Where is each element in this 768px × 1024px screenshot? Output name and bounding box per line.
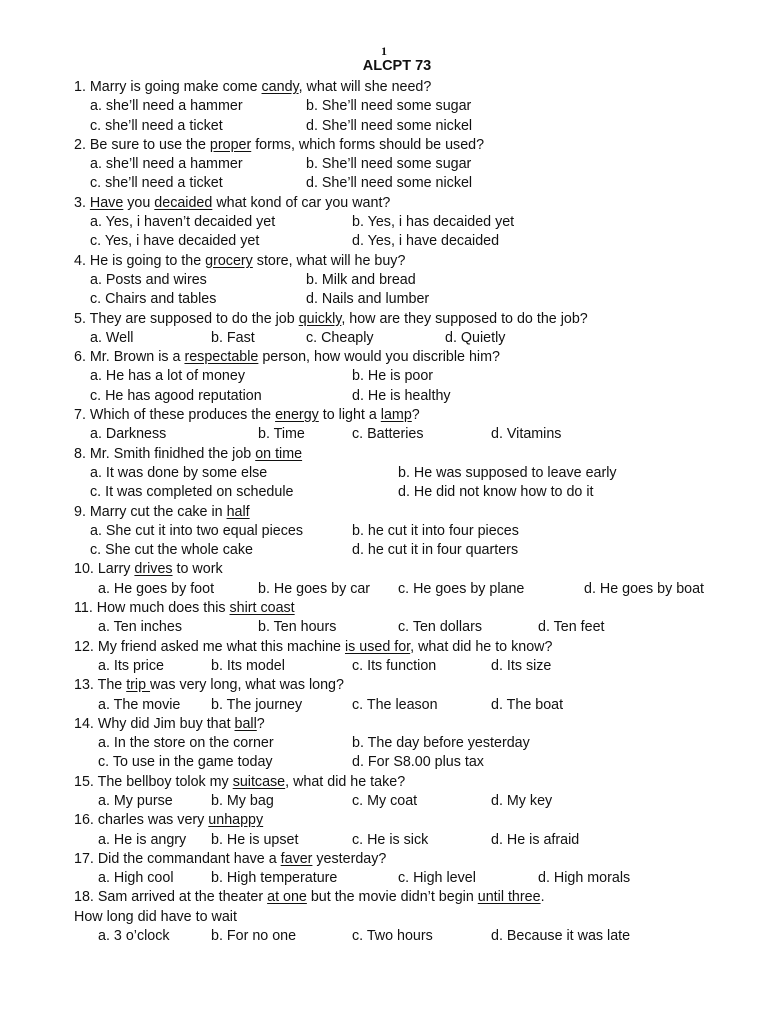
question-text: 14. Why did Jim buy that (74, 715, 235, 732)
question-text: what kond of car you want? (212, 194, 391, 211)
answer-option-b[interactable]: b. Ten hours (258, 619, 337, 636)
answer-option-a[interactable]: a. High cool (98, 870, 174, 887)
answer-option-a[interactable]: a. Darkness (90, 426, 167, 443)
question-text: 15. The bellboy tolok my (74, 773, 233, 790)
answer-option-c[interactable]: c. Two hours (352, 928, 433, 945)
answer-option-b[interactable]: b. Yes, i has decaided yet (352, 214, 515, 231)
answer-option-a[interactable]: a. He has a lot of money (90, 368, 245, 385)
underlined-key-phrase: at one (267, 889, 307, 906)
question-text: 13. The (74, 677, 127, 694)
answer-option-b[interactable]: b. She’ll need some sugar (306, 156, 472, 173)
answer-option-d[interactable]: d. High morals (538, 870, 631, 887)
answer-option-c[interactable]: c. Ten dollars (398, 619, 482, 636)
question-13 (74, 676, 764, 695)
answer-option-b[interactable]: b. The day before yesterday (352, 735, 530, 752)
answer-option-a[interactable]: a. In the store on the corner (98, 735, 274, 752)
answer-row (74, 696, 764, 715)
question-5 (74, 310, 764, 329)
page-title: ALCPT 73 (362, 58, 432, 74)
answer-option-d[interactable]: d. Quietly (445, 329, 506, 346)
page-number: 1 (381, 44, 387, 58)
question-text: , what will she need? (298, 79, 432, 95)
question-text: 16. charles was very (74, 812, 209, 829)
answer-row (74, 541, 764, 560)
answer-option-c[interactable]: c. He is sick (352, 831, 429, 848)
answer-option-c[interactable]: c. Cheaply (306, 329, 374, 346)
underlined-key-phrase: suitcase (232, 773, 286, 790)
answer-option-d[interactable]: d. The boat (491, 696, 564, 713)
question-text: 10. Larry (74, 561, 135, 578)
answer-row (74, 290, 764, 309)
underlined-key-phrase: trip (126, 677, 151, 694)
question-18-continued: How long did have to wait (74, 908, 237, 925)
answer-option-c[interactable]: c. Chairs and tables (90, 291, 217, 308)
answer-option-b[interactable]: b. Time (258, 426, 305, 443)
question-text: to work (172, 561, 223, 578)
answer-option-a[interactable]: a. She cut it into two equal pieces (90, 522, 303, 539)
answer-row (74, 657, 764, 676)
answer-row (74, 117, 764, 136)
underlined-key-phrase: Have (89, 194, 124, 211)
question-text: , what did he to know? (410, 638, 553, 655)
question-text: 7. Which of these produces the (74, 407, 276, 424)
underlined-key-phrase: faver (280, 850, 313, 867)
answer-row (74, 232, 764, 251)
question-text: was very long, what was long? (150, 677, 344, 694)
answer-option-a[interactable]: a. He goes by foot (98, 580, 215, 597)
answer-option-c[interactable]: c. She cut the whole cake (90, 542, 253, 559)
question-6 (74, 348, 764, 367)
answer-row (74, 329, 764, 348)
answer-option-b[interactable]: b. High temperature (211, 870, 338, 887)
answer-row (74, 734, 764, 753)
question-text: yesterday? (312, 850, 387, 867)
question-text: 8. Mr. Smith finidhed the job (74, 445, 256, 462)
answer-option-c[interactable]: c. she’ll need a ticket (90, 117, 223, 134)
answer-option-b[interactable]: b. He is poor (352, 368, 434, 385)
answer-option-a[interactable]: a. Well (90, 329, 134, 346)
answer-row (74, 464, 764, 483)
underlined-key-phrase: proper (209, 136, 252, 153)
underlined-key-phrase: unhappy (208, 812, 264, 829)
question-text: 11. How much does this (74, 600, 230, 617)
question-text: 1. Marry is going make come (74, 79, 262, 95)
underlined-key-phrase: ball (234, 715, 257, 732)
question-text: , what did he take? (285, 773, 406, 790)
question-8 (74, 445, 764, 464)
answer-row (74, 213, 764, 232)
answer-row (74, 387, 764, 406)
question-text: ? (411, 407, 420, 424)
question-text: 2. Be sure to use the (74, 136, 210, 153)
answer-row (74, 792, 764, 811)
answer-option-c[interactable]: c. He has agood reputation (90, 387, 262, 404)
answer-option-b[interactable]: b. He was supposed to leave early (398, 464, 617, 481)
question-3 (74, 194, 764, 213)
answer-option-d[interactable]: d. My key (491, 792, 553, 809)
answer-row (74, 927, 764, 946)
question-text: 17. Did the commandant have a (74, 850, 281, 867)
answer-option-a[interactable]: a. Ten inches (98, 619, 182, 636)
underlined-key-phrase: candy (261, 79, 299, 95)
question-text: ? (256, 715, 265, 732)
answer-option-c[interactable]: c. she’ll need a ticket (90, 175, 223, 192)
question-2 (74, 136, 764, 155)
answer-option-b[interactable]: b. Fast (211, 329, 255, 346)
question-text: 12. My friend asked me what this machine (74, 638, 345, 655)
answer-row (74, 483, 764, 502)
question-12 (74, 638, 764, 657)
question-11 (74, 599, 764, 618)
answer-option-c[interactable]: c. It was completed on schedule (90, 484, 294, 501)
answer-row (74, 97, 764, 116)
answer-row (74, 618, 764, 637)
answer-option-d[interactable]: d. Yes, i have decaided (352, 233, 500, 250)
answer-option-c[interactable]: c. Its function (352, 657, 437, 674)
question-text: . (540, 889, 545, 906)
question-text: person, how would you discrible him? (258, 349, 500, 366)
question-text: to light a (318, 407, 381, 424)
answer-option-d[interactable]: d. He is afraid (491, 831, 580, 848)
question-text: 4. He is going to the (74, 252, 206, 269)
question-17 (74, 850, 764, 869)
underlined-key-phrase: respectable (184, 349, 259, 366)
question-text: 3. (74, 194, 90, 211)
question-15 (74, 773, 764, 792)
answer-option-a[interactable]: a. she’ll need a hammer (90, 98, 243, 115)
underlined-key-phrase: decaided (154, 194, 213, 211)
answer-option-a[interactable]: a. Posts and wires (90, 271, 207, 288)
question-text: you (123, 194, 155, 211)
question-4 (74, 252, 764, 271)
question-16 (74, 811, 764, 830)
underlined-key-phrase: until three (477, 889, 541, 906)
answer-row (74, 522, 764, 541)
question-14 (74, 715, 764, 734)
question-7 (74, 406, 764, 425)
question-text: forms, which forms should be used? (251, 136, 485, 153)
answer-option-a[interactable]: a. It was done by some else (90, 464, 268, 481)
answer-option-d[interactable]: d. Because it was late (491, 928, 631, 945)
answer-row (74, 155, 764, 174)
question-text: but the movie didn’t begin (306, 889, 478, 906)
question-text: 18. Sam arrived at the theater (74, 889, 268, 906)
question-text: 9. Marry cut the cake in (74, 503, 227, 520)
question-text: 6. Mr. Brown is a (74, 349, 185, 366)
question-text: store, what will he buy? (252, 252, 406, 269)
answer-option-b[interactable]: b. She’ll need some sugar (306, 98, 472, 115)
answer-option-d[interactable]: d. Vitamins (491, 426, 562, 443)
answer-option-a[interactable]: a. Its price (98, 657, 164, 674)
answer-option-d[interactable]: d. he cut it in four quarters (352, 542, 519, 559)
question-10 (74, 560, 764, 579)
question-text: , how are they supposed to do the job? (341, 310, 588, 327)
underlined-key-phrase: lamp (380, 407, 412, 424)
question-1 (74, 78, 764, 97)
underlined-key-phrase: shirt coast (229, 600, 295, 617)
answer-option-d[interactable]: d. Its size (491, 657, 552, 674)
answer-option-b[interactable]: b. Its model (211, 657, 285, 674)
answer-option-c[interactable]: c. My coat (352, 792, 418, 809)
answer-option-b[interactable]: b. he cut it into four pieces (352, 522, 519, 539)
answer-row (74, 174, 764, 193)
answer-option-b[interactable]: b. He is upset (211, 831, 299, 848)
answer-option-d[interactable]: d. Nails and lumber (306, 291, 430, 308)
answer-option-d[interactable]: d. Ten feet (538, 619, 605, 636)
answer-option-a[interactable]: a. she’ll need a hammer (90, 156, 243, 173)
answer-option-d[interactable]: d. He did not know how to do it (398, 484, 594, 501)
underlined-key-phrase: grocery (205, 252, 253, 269)
answer-row (74, 831, 764, 850)
answer-option-c[interactable]: c. Batteries (352, 426, 424, 443)
answer-option-a[interactable]: a. My purse (98, 792, 173, 809)
answer-row (74, 425, 764, 444)
answer-option-a[interactable]: a. The movie (98, 696, 181, 713)
underlined-key-phrase: is used for (344, 638, 411, 655)
answer-row (74, 869, 764, 888)
answer-option-c[interactable]: c. High level (398, 870, 476, 887)
underlined-key-phrase: energy (275, 407, 319, 424)
answer-option-c[interactable]: c. The leason (352, 696, 438, 713)
answer-option-a[interactable]: a. Yes, i haven’t decaided yet (90, 214, 276, 231)
answer-row (74, 367, 764, 386)
answer-option-b[interactable]: b. The journey (211, 696, 303, 713)
answer-option-d[interactable]: d. For S8.00 plus tax (352, 754, 484, 771)
question-9 (74, 503, 764, 522)
answer-option-a[interactable]: a. 3 o’clock (98, 928, 170, 945)
question-text: 5. They are supposed to do the job (74, 310, 299, 327)
answer-row (74, 580, 764, 599)
answer-option-b[interactable]: b. My bag (211, 792, 274, 809)
answer-option-d[interactable]: d. He is healthy (352, 387, 451, 404)
answer-option-b[interactable]: b. For no one (211, 928, 297, 945)
underlined-key-phrase: drives (134, 561, 173, 578)
answer-row (74, 271, 764, 290)
answer-row (74, 753, 764, 772)
answer-option-c[interactable]: c. Yes, i have decaided yet (90, 233, 260, 250)
underlined-key-phrase: on time (255, 445, 303, 462)
answer-option-b[interactable]: b. He goes by car (258, 580, 371, 597)
answer-option-b[interactable]: b. Milk and bread (306, 271, 416, 288)
underlined-key-phrase: half (226, 503, 250, 520)
answer-option-d[interactable]: d. She’ll need some nickel (306, 175, 473, 192)
question-18 (74, 888, 764, 907)
question-list (74, 78, 764, 946)
answer-option-c[interactable]: c. He goes by plane (398, 580, 525, 597)
underlined-key-phrase: quickly (298, 310, 342, 327)
answer-option-a[interactable]: a. He is angry (98, 831, 187, 848)
answer-option-c[interactable]: c. To use in the game today (98, 754, 273, 771)
answer-option-d[interactable]: d. She’ll need some nickel (306, 117, 473, 134)
answer-option-d[interactable]: d. He goes by boat (584, 580, 705, 597)
